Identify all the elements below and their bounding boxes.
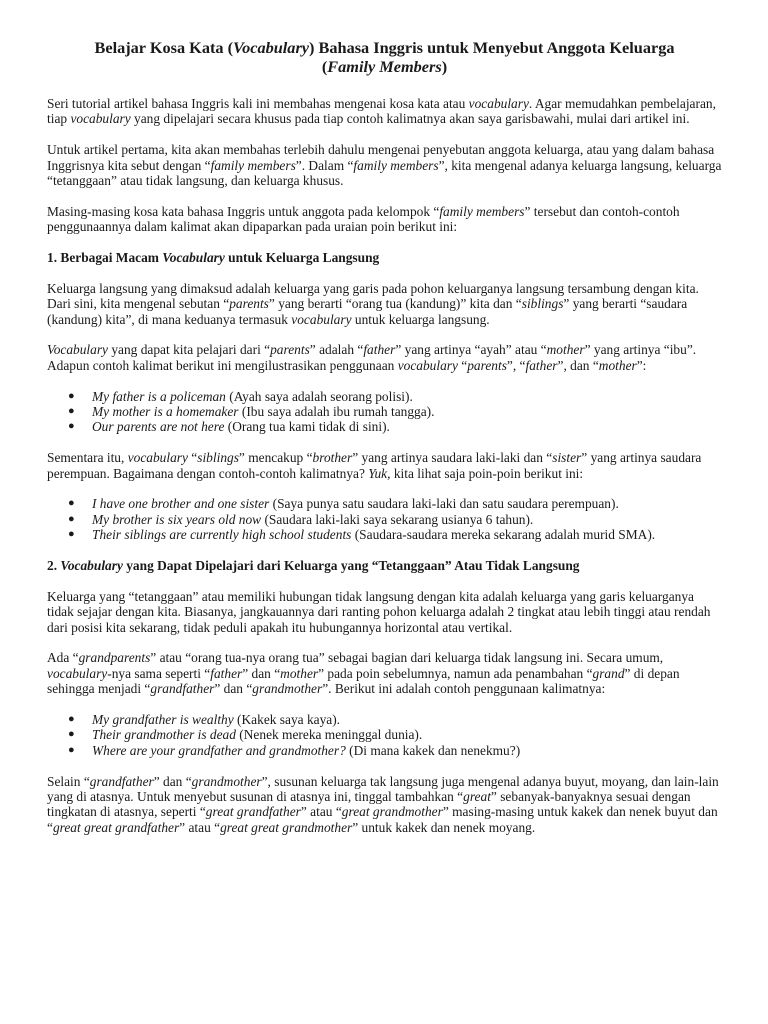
text-run: ” atau “ [179, 819, 221, 835]
italic-term: parents [270, 342, 310, 358]
text-run: yang dipelajari secara khusus pada tiap contoh kalimatnya akan saya garisbawahi, mulai dari artikel ini. [130, 111, 690, 127]
italic-term: vocabulary [127, 450, 188, 466]
text-run: ” pada poin sebelumnya, namun ada penambahan “ [318, 665, 593, 681]
title-line-2: (Family Members) [321, 57, 448, 76]
list-item [68, 496, 722, 512]
text-run: Selain “ [47, 773, 90, 789]
italic-term: vocabulary [70, 111, 131, 127]
italic-term: grandmother [191, 773, 262, 789]
example-translation: (Saudara laki-laki saya sekarang usianya 6 tahun). [261, 511, 534, 527]
example-sentence: Their grandmother is dead [92, 727, 236, 743]
section-2-heading [47, 558, 722, 573]
list-item [68, 727, 722, 743]
italic-term: father [525, 357, 558, 373]
italic-term: vocabulary [397, 357, 458, 373]
italic-term: brother [312, 450, 353, 466]
bullet-icon: ● [68, 497, 75, 510]
italic-term: Vocabulary [47, 342, 108, 358]
text-run: Untuk artikel pertama, kita akan membahas terlebih dahulu mengenai penyebutan anggota keluarga, atau yang dalam bahasa Inggrisnya kita sebut dengan “ [47, 142, 715, 173]
italic-term: great great grandfather [52, 819, 180, 835]
text-run: Seri tutorial artikel bahasa Inggris kali ini membahas mengenai kosa kata atau [47, 96, 469, 111]
text-run: ” masing-masing untuk kakek dan nenek buyut dan “ [47, 804, 718, 835]
italic-term: great great grandmother [220, 819, 353, 835]
list-item [68, 388, 722, 404]
italic-term: grandfather [89, 773, 154, 789]
bullet-icon: ● [68, 389, 75, 402]
text-run: ” adalah “ [309, 342, 364, 358]
text-run: ” yang artinya “ibu”. Adapun contoh kalimat berikut ini mengilustrasikan penggunaan [47, 342, 697, 373]
bullet-icon: ● [68, 528, 75, 541]
text-run: ”, “ [506, 357, 526, 373]
example-translation: (Saya punya satu saudara laki-laki dan satu saudara perempuan). [269, 496, 619, 512]
text-run: Sementara itu, [47, 450, 128, 466]
text-run: ” tersebut dan contoh-contoh penggunaannya dalam kalimat akan dipaparkan pada uraian poin berikut ini: [47, 203, 680, 235]
italic-term: great grandmother [341, 804, 443, 820]
example-translation: (Kakek saya kaya). [233, 712, 341, 728]
text-run: . Agar memudahkan pembelajaran, tiap [47, 96, 716, 127]
text-run: ” yang artinya “ayah” atau “ [395, 342, 547, 358]
bullet-icon: ● [68, 405, 75, 418]
text-run: ” dan “ [214, 681, 253, 697]
text-run: yang dapat kita pelajari dari “ [108, 342, 271, 358]
text-run: “ [457, 357, 468, 373]
text-run: ” yang berarti “saudara (kandung) kita”, di mana keduanya termasuk [47, 296, 688, 327]
section-2-example-list [47, 712, 722, 758]
italic-term: grandmother [252, 681, 323, 697]
text-run: ” dan “ [242, 665, 281, 681]
text-run: ” yang artinya saudara laki-laki dan “ [352, 450, 553, 466]
italic-term: vocabulary [291, 311, 352, 327]
example-sentence: Where are your grandfather and grandmother? [92, 742, 346, 758]
example-translation: (Orang tua kami tidak di sini). [224, 419, 390, 435]
section-2-paragraph-3 [47, 774, 722, 836]
italic-term: father [363, 342, 396, 358]
italic-term: parents [467, 357, 507, 373]
section-1-heading [47, 250, 722, 265]
italic-term: Yuk, [368, 465, 391, 481]
title-line-1: Belajar Kosa Kata (Vocabulary) Bahasa Inggris untuk Menyebut Anggota Keluarga [94, 38, 675, 57]
text-run: ” yang berarti “orang tua (kandung)” kita dan “ [268, 296, 522, 312]
italic-term: siblings [197, 450, 239, 466]
section-1-example-list-2 [47, 496, 722, 542]
bullet-icon: ● [68, 743, 75, 756]
example-translation: (Ayah saya adalah seorang polisi). [225, 388, 413, 404]
section-2-paragraph-1 [47, 589, 722, 635]
text-run: Keluarga langsung yang dimaksud adalah keluarga yang garis pada pohon keluarganya langsung tersambung dengan kita. Dari sini, kita mengenal sebutan “ [47, 280, 699, 312]
list-item [68, 419, 722, 435]
text-run: ”. Dalam “ [295, 157, 354, 173]
example-sentence: My father is a policeman [92, 388, 226, 404]
text-run: ” di depan sehingga menjadi “ [47, 665, 680, 697]
bullet-icon: ● [68, 728, 75, 741]
text-run: yang Dapat Dipelajari dari Keluarga yang “Tetanggaan” Atau Tidak Langsung [122, 558, 580, 574]
text-run: 1. Berbagai Macam [47, 250, 163, 266]
bullet-icon: ● [68, 512, 75, 525]
italic-term: great [463, 789, 491, 805]
text-run: Masing-masing kosa kata bahasa Inggris untuk anggota pada kelompok “ [47, 203, 440, 219]
text-run: ” atau “ [300, 804, 342, 820]
italic-term: great grandfather [205, 804, 301, 820]
section-1-example-list-1 [47, 389, 722, 435]
bullet-icon: ● [68, 420, 75, 433]
example-translation: (Di mana kakek dan nenekmu?) [345, 742, 521, 758]
list-item [68, 404, 722, 420]
intro-paragraph-2 [47, 142, 722, 188]
text-run: ”: [636, 357, 647, 373]
italic-term: mother [280, 665, 319, 681]
italic-term: family members [439, 203, 525, 219]
intro-paragraph-1 [47, 96, 722, 127]
text-run: untuk Keluarga Langsung [224, 250, 380, 266]
italic-term: Vocabulary [60, 558, 123, 574]
italic-term: siblings [521, 296, 564, 312]
list-item [68, 712, 722, 728]
text-run: 2. [47, 558, 61, 574]
text-run: ” atau “orang tua-nya orang tua” sebagai bagian dari keluarga tidak langsung ini. Secara umum, [150, 650, 664, 666]
italic-term: grand [592, 665, 625, 681]
italic-term: mother [546, 342, 585, 358]
section-2-paragraph-2 [47, 650, 722, 696]
text-run: Keluarga yang “tetanggaan” atau memiliki hubungan tidak langsung dengan kita adalah keluarga yang garis keluarganya tidak sejajar dengan kita. Biasanya, jangkauannya dari ranting pohon keluarga adalah 2 tingkat atau lebih tinggi atau rendah dari posisi kita sekarang, tidak peduli apakah itu hubungannya horizontal atau vertikal. [47, 588, 711, 635]
section-1-paragraph-2 [47, 342, 722, 373]
text-run: ” untuk kakek dan nenek moyang. [352, 819, 536, 835]
text-run: Ada “ [47, 650, 79, 666]
example-translation: (Nenek mereka meninggal dunia). [235, 727, 423, 743]
intro-paragraph-3 [47, 204, 722, 235]
text-run: ” dan “ [153, 773, 192, 789]
italic-term: vocabulary [468, 96, 529, 111]
example-sentence: Our parents are not here [92, 419, 225, 435]
example-sentence: I have one brother and one sister [92, 496, 270, 512]
text-run: -nya sama seperti “ [107, 665, 211, 681]
italic-term: grandfather [150, 681, 215, 697]
italic-term: grandparents [78, 650, 151, 666]
text-run: ” sebanyak-banyaknya sesuai dengan tingkatan di atasnya, seperti “ [47, 789, 691, 820]
text-run: ” mencakup “ [238, 450, 313, 466]
text-run: ”, kita mengenal adanya keluarga langsung, keluarga “tetanggaan” atau tidak langsung, dan keluarga khusus. [47, 157, 722, 189]
example-sentence: My mother is a homemaker [92, 404, 239, 420]
list-item [68, 527, 722, 543]
example-sentence: My brother is six years old now [92, 511, 262, 527]
text-run: untuk keluarga langsung. [351, 311, 490, 327]
text-run: “ [187, 450, 198, 466]
italic-term: sister [552, 450, 582, 466]
list-item [68, 511, 722, 527]
italic-term: family members [353, 157, 439, 173]
text-run: ”. Berikut ini adalah contoh penggunaan kalimatnya: [322, 681, 606, 697]
list-item [68, 742, 722, 758]
section-1-paragraph-1 [47, 281, 722, 327]
italic-term: family members [210, 157, 296, 173]
example-sentence: Their siblings are currently high school students [92, 527, 352, 543]
example-sentence: My grandfather is wealthy [92, 712, 234, 728]
bullet-icon: ● [68, 713, 75, 726]
italic-term: parents [229, 296, 269, 312]
italic-term: mother [598, 357, 637, 373]
text-run: ”, dan “ [557, 357, 599, 373]
italic-term: vocabulary [47, 665, 108, 681]
example-translation: (Saudara-saudara mereka sekarang adalah murid SMA). [351, 527, 656, 543]
italic-term: Vocabulary [162, 250, 225, 266]
text-run: ”, susunan keluarga tak langsung juga mengenal adanya buyut, moyang, dan lain-lain yang di atasnya. Untuk menyebut susunan di atasnya ini, tinggal tambahkan “ [47, 773, 719, 805]
text-run: kita lihat saja poin-poin berikut ini: [390, 465, 584, 481]
text-run: ” yang artinya saudara perempuan. Bagaimana dengan contoh-contoh kalimatnya? [47, 450, 702, 481]
example-translation: (Ibu saya adalah ibu rumah tangga). [238, 404, 435, 420]
italic-term: father [210, 665, 243, 681]
section-1-paragraph-3 [47, 450, 722, 481]
document-title [47, 38, 722, 76]
